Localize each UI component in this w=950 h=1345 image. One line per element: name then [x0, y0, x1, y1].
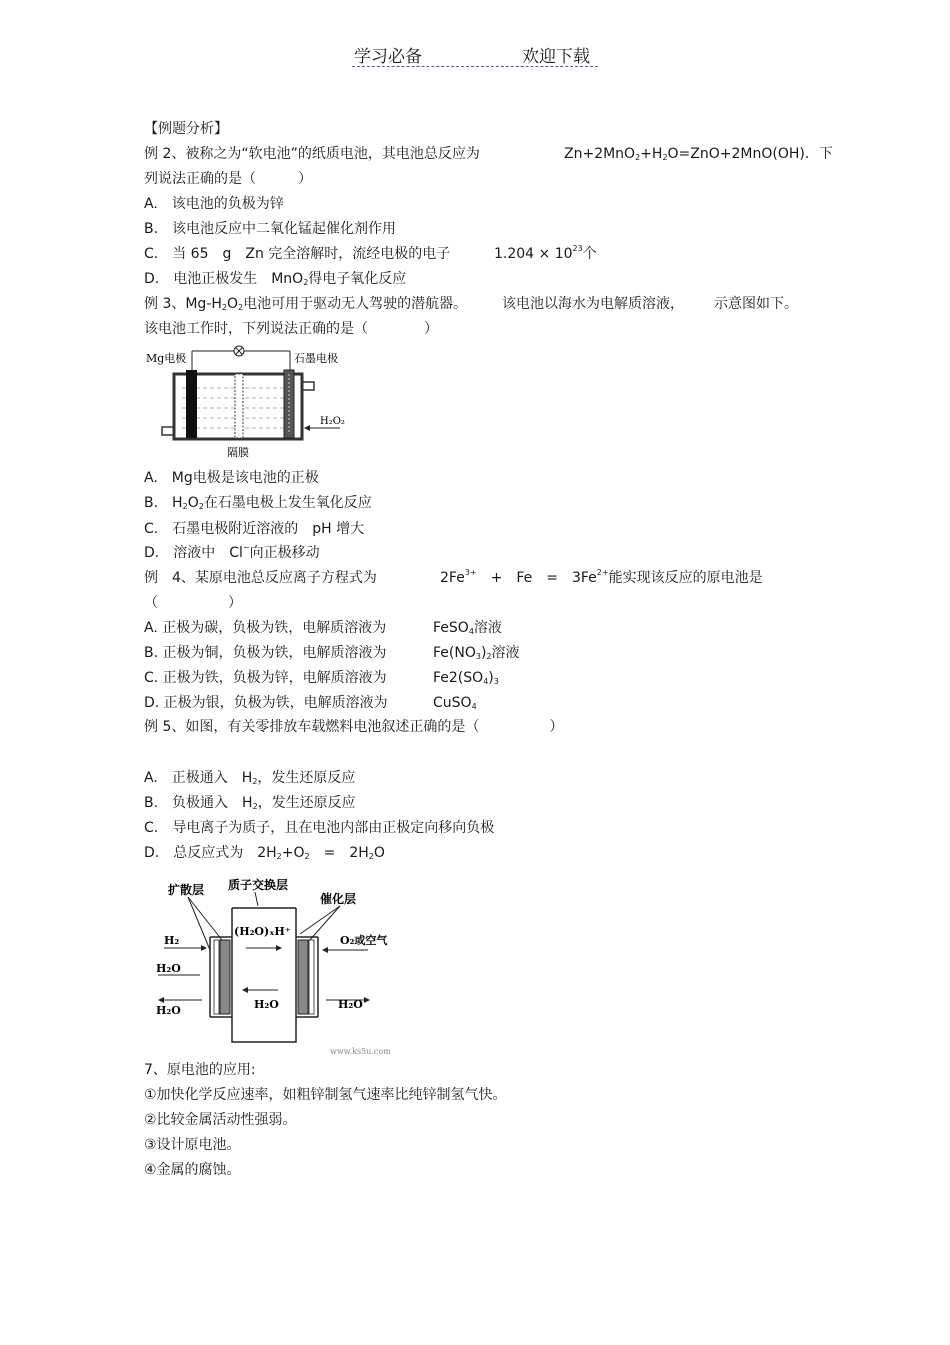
q2-line1: 例 2、被称之为“软电池”的纸质电池，其电池总反应为 $Zn+2MnO_2+H_2O=ZnO+2MnO(OH)$．下 — [144, 146, 833, 162]
fig-o2-label: O₂或空气 — [340, 934, 388, 947]
q2-option-c: C. 当 65 g Zn 完全溶解时，流经电极的电子 $1.204 \times 10^{23}$个 — [144, 244, 597, 262]
s7-title: 7、原电池的应用: — [144, 1062, 256, 1078]
fig-mg-label: Mg电极 — [146, 352, 187, 365]
q5-option-a: A. 正极通入 $H_2$，发生还原反应 — [144, 770, 356, 786]
q4-option-c: C. 正极为铁，负极为锌，电解质溶液为 $Fe2(SO_4)_3$ — [144, 670, 499, 686]
left-catalyst-layer — [220, 940, 230, 1014]
s7-item-4: ④金属的腐蚀。 — [144, 1162, 241, 1178]
mg-electrode — [186, 370, 197, 438]
fig-h2o2-label: H₂O₂ — [320, 416, 345, 427]
q5-line1: 例 5、如图，有关零排放车载燃料电池叙述正确的是（ ） — [144, 719, 564, 735]
q2-option-d: D. 电池正极发生 MnO$_2$得电子氧化反应 — [144, 271, 407, 287]
q3-option-a: A. Mg电极是该电池的正极 — [144, 470, 319, 486]
mg-h2o2-cell-figure — [144, 344, 354, 462]
q2-option-b: B. 该电池反应中二氧化锰起催化剂作用 — [144, 221, 397, 237]
s7-item-3: ③设计原电池。 — [144, 1137, 241, 1153]
membrane — [235, 374, 243, 438]
q3-option-d: D. 溶液中 Cl−向正极移动 — [144, 543, 320, 561]
right-catalyst-layer — [298, 940, 308, 1014]
fig-ion-label: (H₂O)ₓH⁺ — [234, 925, 291, 938]
q3-line2: 该电池工作时，下列说法正确的是（ ） — [144, 321, 438, 337]
section-title: 【例题分析】 — [144, 121, 228, 137]
fig-watermark: www.ks5u.com — [330, 1047, 391, 1056]
q4-line2: （ ） — [144, 595, 242, 611]
q4-line1: 例 4、某原电池总反应离子方程式为 $2Fe^{3+}$ + Fe = $3Fe^{2+}$能实现该反应的原电池是 — [144, 568, 763, 586]
q4-option-b: B. 正极为铜，负极为铁，电解质溶液为 $Fe(NO_3)_2$溶液 — [144, 645, 520, 661]
fig-membrane-label: 隔膜 — [227, 446, 249, 459]
s7-item-1: ①加快化学反应速率，如粗锌制氢气速率比纯锌制氢气快。 — [144, 1087, 507, 1103]
q2-line2: 列说法正确的是（ ） — [144, 171, 312, 187]
fig-catalyst-label: 催化层 — [320, 892, 357, 906]
q3-option-c: C. 石墨电极附近溶液的 pH 增大 — [144, 521, 365, 537]
s7-item-2: ②比较金属活动性强弱。 — [144, 1112, 297, 1128]
q3-line1: 例 3、$Mg-H_2O_2$电池可用于驱动无人驾驶的潜航器。 该电池以海水为电解质溶液， 示意图如下。 — [144, 296, 798, 312]
fig-h2-label: H₂ — [164, 934, 180, 947]
fig-h2o-right-label: H₂O — [338, 998, 363, 1011]
fig-graphite-label: 石墨电极 — [294, 352, 338, 365]
fuel-cell-figure — [150, 872, 420, 1060]
q5-option-c: C. 导电离子为质子，且在电池内部由正极定向移向负极 — [144, 820, 495, 836]
q3-option-b: B. $H_2O_2$在石墨电极上发生氧化反应 — [144, 495, 372, 511]
q4-option-d: D. 正极为银，负极为铁，电解质溶液为 CuSO$_4$ — [144, 695, 477, 711]
fig-h2o-left1-label: H₂O — [156, 962, 181, 975]
fig-h2o-center-label: H₂O — [254, 998, 279, 1011]
header-right: 欢迎下载 — [522, 47, 590, 67]
q2-option-a: A. 该电池的负极为锌 — [144, 196, 284, 212]
fig-h2o-left2-label: H₂O — [156, 1004, 181, 1017]
page-header — [352, 40, 598, 67]
fig-pem-label: 质子交换层 — [228, 878, 289, 892]
q5-option-d: D. 总反应式为 $2H_2+O_2$ = $2H_2O$ — [144, 845, 385, 861]
header-left: 学习必备 — [354, 47, 422, 67]
q5-option-b: B. 负极通入 $H_2$，发生还原反应 — [144, 795, 356, 811]
fig-diffusion-label: 扩散层 — [168, 883, 205, 897]
q4-option-a: A. 正极为碳，负极为铁，电解质溶液为 FeSO$_4$溶液 — [144, 620, 502, 636]
